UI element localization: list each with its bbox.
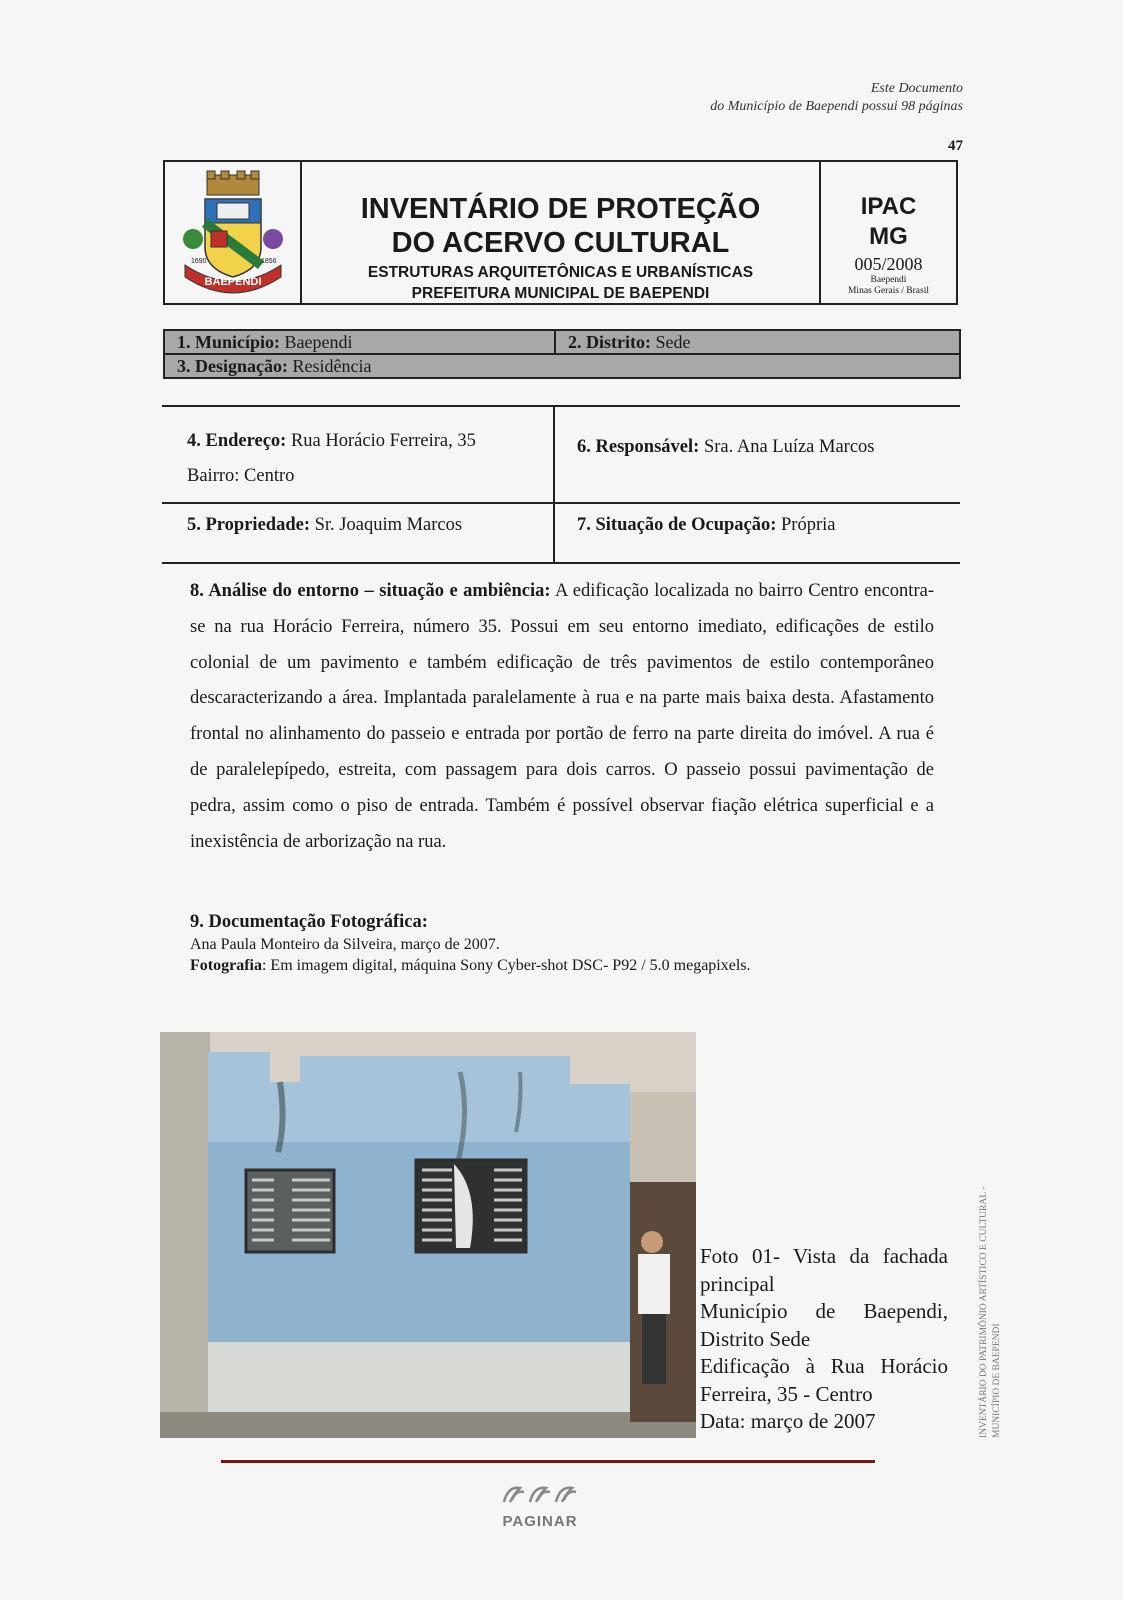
- field-municipio: [165, 331, 556, 353]
- crest-icon: [177, 169, 289, 297]
- footer-brand: PAGINAR: [502, 1513, 578, 1530]
- table-bottom-rule: [162, 562, 960, 564]
- page-number: 47: [948, 138, 963, 154]
- place-line1: Baependi: [870, 275, 907, 285]
- photo-doc-camera: [190, 955, 950, 976]
- header-subtitle-line1: ESTRUTURAS ARQUITETÔNICAS E URBANÍSTICAS: [367, 264, 754, 281]
- code-number: 005/2008: [854, 254, 923, 274]
- field-distrito: [556, 331, 702, 353]
- field-responsavel: [577, 437, 875, 458]
- analysis-paragraph: [190, 574, 934, 860]
- endereco-value: Rua Horácio Ferreira, 35: [286, 431, 476, 451]
- place-line2: Minas Gerais / Brasil: [847, 286, 929, 296]
- table-top-rule: [162, 405, 960, 407]
- crest-year-right: 1856: [260, 257, 277, 265]
- table-divider: [553, 405, 555, 563]
- analysis-label: 8. Análise do entorno – situação e ambiência:: [190, 581, 551, 601]
- header-title-block: [302, 162, 821, 303]
- camera-label: Fotografia: [190, 957, 262, 974]
- field-situacao: [577, 515, 835, 536]
- paginar-logo-icon: [498, 1480, 582, 1508]
- responsavel-label: 6. Responsável:: [577, 437, 700, 457]
- photo-documentation: [190, 910, 950, 976]
- responsavel-value: Sra. Ana Luíza Marcos: [699, 437, 875, 457]
- footer-logo: [485, 1480, 595, 1530]
- caption-line3: Edificação à Rua Horácio Ferreira, 35 - Centro: [700, 1354, 948, 1406]
- header-box: [163, 160, 958, 305]
- header-title-line1: INVENTÁRIO DE PROTEÇÃO: [360, 193, 761, 225]
- document-note: [710, 80, 963, 116]
- header-title-line2: DO ACERVO CULTURAL: [391, 227, 730, 259]
- analysis-text: A edificação localizada no bairro Centro encontra-se na rua Horácio Ferreira, número 35. Possui em seu entorno imediato, edificações de estilo colonial de um pavimento e também edificação de três pavimentos de estilo contemporâneo descaracterizando a área. Implantada paralelamente à rua e na parte mais baixa desta. Afastamento frontal no alinhamento do passeio e entrada por portão de ferro na parte direita do imóvel. A rua é de paralelepípedo, estreita, com passagem para dois carros. O passeio possui pavimentação de pedra, assim como o piso de entrada. Também é possível observar fiação elétrica superficial e a inexistência de arborização na rua.: [190, 581, 934, 852]
- municipal-crest: [165, 162, 302, 303]
- caption-line4: Data: março de 2007: [700, 1409, 876, 1433]
- caption-line1: Foto 01- Vista da fachada principal: [700, 1244, 948, 1296]
- field-designacao: [165, 355, 383, 377]
- document-note-line1: Este Documento: [870, 81, 963, 96]
- camera-text: : Em imagem digital, máquina Sony Cyber-shot DSC- P92 / 5.0 megapixels.: [261, 957, 751, 974]
- municipio-label: 1. Município:: [177, 332, 281, 352]
- caption-line2: Município de Baependi, Distrito Sede: [700, 1299, 948, 1351]
- propriedade-value: Sr. Joaquim Marcos: [309, 515, 463, 535]
- crest-ribbon-text: BAEPENDI: [204, 275, 261, 288]
- side-text-line1: INVENTÁRIO DO PATRIMÔNIO ARTÍSTICO E CULTURAL -: [979, 1186, 989, 1438]
- table-middle-rule: [162, 502, 960, 504]
- photo-doc-label: 9. Documentação Fotográfica:: [190, 912, 428, 932]
- facade-photo: [160, 1032, 696, 1438]
- code-line2: MG: [869, 223, 908, 250]
- photo-caption: [700, 1243, 948, 1436]
- municipio-value: Baependi: [280, 332, 353, 352]
- distrito-value: Sede: [650, 332, 691, 352]
- situacao-value: Própria: [776, 515, 836, 535]
- header-code-block: [821, 162, 956, 303]
- photo-doc-author: Ana Paula Monteiro da Silveira, março de 2007.: [190, 936, 500, 953]
- field-propriedade: [187, 515, 462, 536]
- code-line1: IPAC: [860, 193, 917, 220]
- row-designacao: [163, 353, 961, 379]
- row-municipio-distrito: [163, 329, 961, 355]
- footer-rule: [221, 1460, 875, 1463]
- document-note-line2: do Município de Baependi possui 98 páginas: [710, 99, 963, 114]
- crest-year-left: 1690: [190, 257, 207, 265]
- field-endereco: [187, 431, 476, 452]
- distrito-label: 2. Distrito:: [568, 332, 651, 352]
- endereco-label: 4. Endereço:: [187, 431, 287, 451]
- designacao-label: 3. Designação:: [177, 356, 288, 376]
- facade-photo-illustration: [160, 1032, 696, 1438]
- propriedade-label: 5. Propriedade:: [187, 515, 310, 535]
- side-vertical-text: [978, 1187, 1004, 1438]
- situacao-label: 7. Situação de Ocupação:: [577, 515, 777, 535]
- field-bairro: Bairro: Centro: [187, 466, 295, 486]
- side-text-line2: MUNICÍPIO DE BAEPENDI: [992, 1323, 1002, 1438]
- designacao-value: Residência: [288, 356, 372, 376]
- header-subtitle-line2: PREFEITURA MUNICIPAL DE BAEPENDI: [411, 285, 710, 302]
